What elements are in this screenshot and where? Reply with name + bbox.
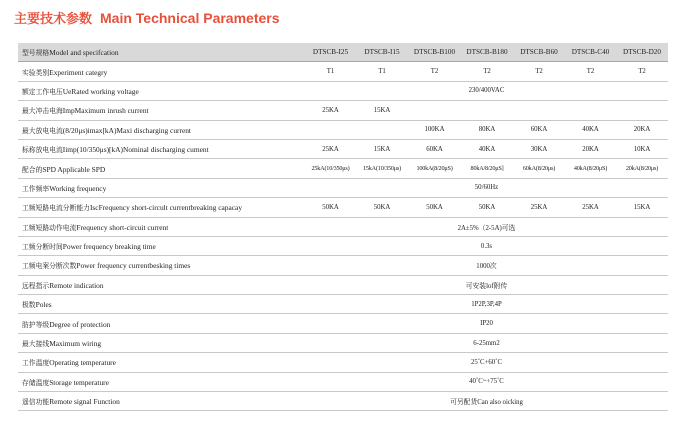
row-value: 1P2P,3P,4P xyxy=(305,295,668,314)
cell-value xyxy=(356,120,408,139)
row-value: IP20 xyxy=(305,314,668,333)
cell-value: T2 xyxy=(513,62,565,81)
row-label: 工频短路电流分断能力IscFrequency short-circult currentbreaking capacay xyxy=(18,198,305,217)
row-value: 1000次 xyxy=(305,256,668,275)
row-label: 远程指示Remote indication xyxy=(18,275,305,294)
row-value: 0.3s xyxy=(305,236,668,255)
cell-value: 80KA xyxy=(461,120,513,139)
model-header: DTSCB-D20 xyxy=(616,43,668,62)
cell-value: 50KA xyxy=(408,198,461,217)
row-label: 最大冲击电海ImpMaximum inrush current xyxy=(18,101,305,120)
cell-value xyxy=(565,101,616,120)
model-header: DTSCB-B60 xyxy=(513,43,565,62)
cell-value: T1 xyxy=(356,62,408,81)
cell-value: 25KA xyxy=(513,198,565,217)
cell-value: T2 xyxy=(616,62,668,81)
row-value: 2A±5%（2-5A)可选 xyxy=(305,217,668,236)
cell-value: 40KA xyxy=(565,120,616,139)
table-row xyxy=(18,139,668,158)
cell-value: T1 xyxy=(305,62,356,81)
model-header: DTSCB-I25 xyxy=(305,43,356,62)
cell-value: 50KA xyxy=(305,198,356,217)
row-value: 40˚C~+75˚C xyxy=(305,372,668,391)
table-row xyxy=(18,81,668,100)
table-row xyxy=(18,372,668,391)
row-label: 额定工作电压UeRated working voltage xyxy=(18,81,305,100)
cell-value: 40KA xyxy=(461,139,513,158)
row-label: 工频电案分断次数Power frequency currentbesking times xyxy=(18,256,305,275)
cell-value: 30KA xyxy=(513,139,565,158)
row-label: 最大放电电流(8/20μs)imax[kA)Maxi discharging current xyxy=(18,120,305,139)
table-row xyxy=(18,120,668,139)
row-value: 25˚C+60˚C xyxy=(305,353,668,372)
table-row xyxy=(18,236,668,255)
table-row xyxy=(18,256,668,275)
cell-value: T2 xyxy=(565,62,616,81)
table-row xyxy=(18,217,668,236)
table-row xyxy=(18,178,668,197)
row-label: 肪护等级Degree of protection xyxy=(18,314,305,333)
cell-value: 25KA xyxy=(305,139,356,158)
cell-value xyxy=(616,101,668,120)
cell-value: 25KA xyxy=(565,198,616,217)
table-row xyxy=(18,295,668,314)
table-row xyxy=(18,392,668,411)
row-label: 工作温度Operating temperature xyxy=(18,353,305,372)
cell-value: 100kA(8/20μS) xyxy=(408,159,461,178)
cell-value xyxy=(461,101,513,120)
table-row xyxy=(18,159,668,178)
table-row xyxy=(18,101,668,120)
row-label: 遥信功能Remote signal Function xyxy=(18,392,305,411)
cell-value xyxy=(513,101,565,120)
row-label: 存储温度Storage temperature xyxy=(18,372,305,391)
row-label: 工频分断时间Power frequency breaking time xyxy=(18,236,305,255)
cell-value xyxy=(408,101,461,120)
row-label: 配合的SPD Applicable SPD xyxy=(18,159,305,178)
cell-value: 10KA xyxy=(616,139,668,158)
row-value: 可另配货Can also oicking xyxy=(305,392,668,411)
row-label: 工作频率Working frequency xyxy=(18,178,305,197)
cell-value: 50KA xyxy=(461,198,513,217)
cell-value: 40kA(8/20μS) xyxy=(565,159,616,178)
cell-value: 60KA xyxy=(513,120,565,139)
cell-value: 50KA xyxy=(356,198,408,217)
row-label: 极数Poles xyxy=(18,295,305,314)
cell-value: 100KA xyxy=(408,120,461,139)
header-label: 型号规格Model and specifcation xyxy=(18,43,305,62)
table-row xyxy=(18,353,668,372)
table-row xyxy=(18,62,668,81)
cell-value: T2 xyxy=(461,62,513,81)
model-header: DTSCB-I15 xyxy=(356,43,408,62)
model-header: DTSCB-C40 xyxy=(565,43,616,62)
cell-value: 15KA xyxy=(356,139,408,158)
row-label: 最大接线Maximum wiring xyxy=(18,333,305,352)
row-value: 6-25mm2 xyxy=(305,333,668,352)
cell-value: 80kA/8/20μS] xyxy=(461,159,513,178)
cell-value: 15KA xyxy=(356,101,408,120)
page-title xyxy=(14,8,280,27)
model-header: DTSCB-B100 xyxy=(408,43,461,62)
cell-value: 25kA(10/350μs) xyxy=(305,159,356,178)
table-row xyxy=(18,198,668,217)
row-value: 230/400VAC xyxy=(305,81,668,100)
cell-value: 20KA xyxy=(565,139,616,158)
row-label: 实验类别Experiment categry xyxy=(18,62,305,81)
cell-value: 25KA xyxy=(305,101,356,120)
cell-value: 20KA xyxy=(616,120,668,139)
table-row xyxy=(18,275,668,294)
cell-value: 15KA xyxy=(616,198,668,217)
cell-value: 20kA(8/20μs) xyxy=(616,159,668,178)
table-header-row xyxy=(18,43,668,62)
cell-value xyxy=(305,120,356,139)
table-row xyxy=(18,314,668,333)
cell-value: T2 xyxy=(408,62,461,81)
row-value: 可安装lof附传 xyxy=(305,275,668,294)
title-en: Main Technical Parameters xyxy=(100,10,280,26)
table-row xyxy=(18,333,668,352)
cell-value: 60KA xyxy=(408,139,461,158)
model-header: DTSCB-B180 xyxy=(461,43,513,62)
cell-value: 60kA(8/20μs) xyxy=(513,159,565,178)
row-value: 50/60Hz xyxy=(305,178,668,197)
row-label: 工频短路动作电流Frequency short-circuit current xyxy=(18,217,305,236)
title-cn: 主要技术参数 xyxy=(14,12,93,27)
row-label: 标称放电电流Iimp(10/350μs)[kA)Nominal discharging cument xyxy=(18,139,305,158)
parameters-table xyxy=(18,43,668,411)
cell-value: 15kA(10/350μs) xyxy=(356,159,408,178)
